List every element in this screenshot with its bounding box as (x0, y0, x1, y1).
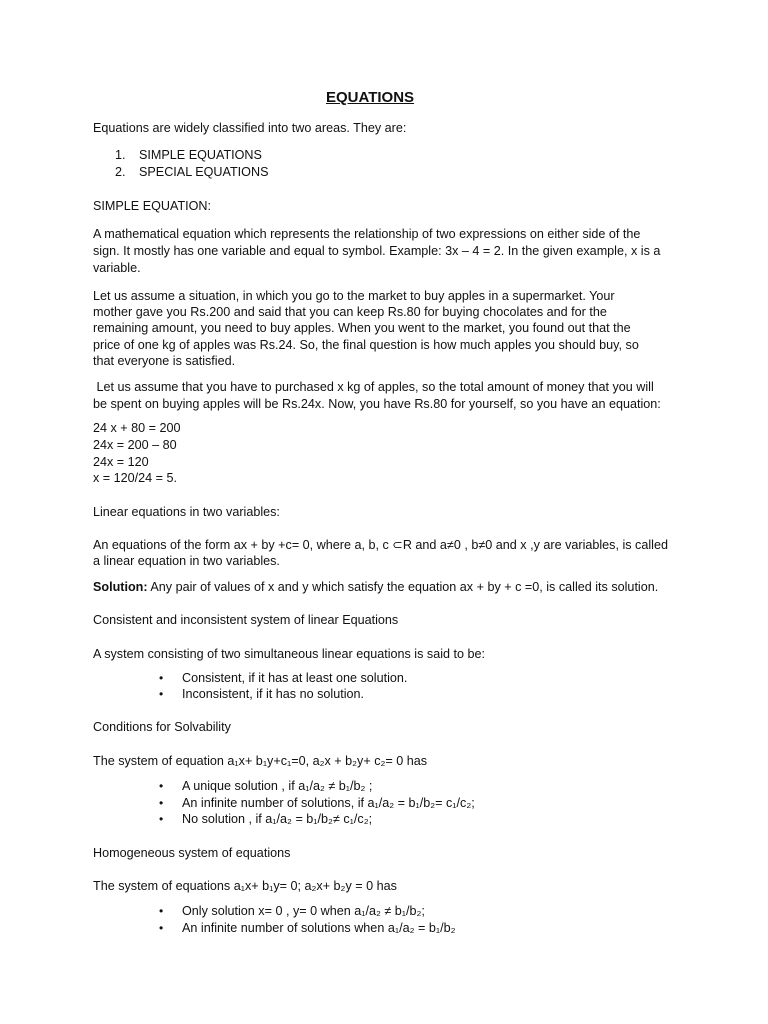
section-heading-linear-equations: Linear equations in two variables: (93, 505, 280, 519)
paragraph-line: remaining amount, you need to buy apples. When you went to the market, you found out that the (93, 321, 631, 335)
solution-text: Any pair of values of x and y which satisfy the equation ax + by + c =0, is called its solution. (147, 580, 659, 594)
paragraph-line: price of one kg of apples was Rs.24. So, the final question is how much apples you should buy, so (93, 338, 639, 352)
list-number: 2. (115, 165, 126, 179)
paragraph-line: be spent on buying apples will be Rs.24x. Now, you have Rs.80 for yourself, so you have an equation: (93, 397, 661, 411)
bullet: • (159, 812, 164, 826)
paragraph-line: that everyone is satisfied. (93, 354, 236, 368)
list-item: An infinite number of solutions when a₁/a₂ = b₁/b₂ (182, 921, 456, 935)
section-heading-consistent: Consistent and inconsistent system of linear Equations (93, 613, 399, 627)
paragraph-line: a linear equation in two variables. (93, 554, 280, 568)
page-title: EQUATIONS (325, 89, 415, 106)
paragraph-line: An equations of the form ax + by +c= 0, where a, b, c ⊂R and a≠0 , b≠0 and x ,y are variables, is called (93, 538, 668, 552)
list-item-special-equations: SPECIAL EQUATIONS (139, 165, 269, 179)
list-item: Only solution x= 0 , y= 0 when a₁/a₂ ≠ b₁/b₂; (182, 904, 425, 918)
bullet: • (159, 779, 164, 793)
paragraph-line: A mathematical equation which represents the relationship of two expressions on either side of the (93, 227, 641, 241)
paragraph-line: variable. (93, 261, 141, 275)
intro-text: Equations are widely classified into two areas. They are: (93, 121, 407, 135)
equation-step: 24 x + 80 = 200 (93, 421, 181, 435)
section-heading-simple-equation: SIMPLE EQUATION: (93, 199, 212, 213)
solution-line (93, 579, 688, 596)
bullet: • (159, 921, 164, 935)
list-item: Consistent, if it has at least one solution. (182, 671, 408, 685)
paragraph-line: The system of equations a₁x+ b₁y= 0; a₂x+ b₂y = 0 has (93, 879, 397, 893)
paragraph-line: mother gave you Rs.200 and said that you can keep Rs.80 for buying chocolates and for the (93, 305, 607, 319)
solution-label: Solution: (93, 580, 148, 594)
bullet: • (159, 671, 164, 685)
paragraph-line: The system of equation a₁x+ b₁y+c₁=0, a₂x + b₂y+ c₂= 0 has (93, 754, 428, 768)
list-item: An infinite number of solutions, if a₁/a₂ = b₁/b₂= c₁/c₂; (182, 796, 475, 810)
list-item: Inconsistent, if it has no solution. (182, 687, 365, 701)
paragraph-line: Let us assume that you have to purchased x kg of apples, so the total amount of money that you will (93, 380, 654, 394)
list-item-simple-equations: SIMPLE EQUATIONS (139, 148, 262, 162)
list-number: 1. (115, 148, 126, 162)
bullet: • (159, 796, 164, 810)
section-heading-conditions: Conditions for Solvability (93, 720, 231, 734)
paragraph-line: A system consisting of two simultaneous linear equations is said to be: (93, 647, 486, 661)
section-heading-homogeneous: Homogeneous system of equations (93, 846, 291, 860)
equation-step: 24x = 200 – 80 (93, 438, 177, 452)
paragraph-line: Let us assume a situation, in which you go to the market to buy apples in a supermarket. Your (93, 289, 615, 303)
list-item: A unique solution , if a₁/a₂ ≠ b₁/b₂ ; (182, 779, 373, 793)
paragraph-line: sign. It mostly has one variable and equal to symbol. Example: 3x – 4 = 2. In the given example, x is a (93, 244, 661, 258)
bullet: • (159, 904, 164, 918)
equation-step: x = 120/24 = 5. (93, 471, 178, 485)
list-item: No solution , if a₁/a₂ = b₁/b₂≠ c₁/c₂; (182, 812, 373, 826)
equation-step: 24x = 120 (93, 455, 149, 469)
bullet: • (159, 687, 164, 701)
